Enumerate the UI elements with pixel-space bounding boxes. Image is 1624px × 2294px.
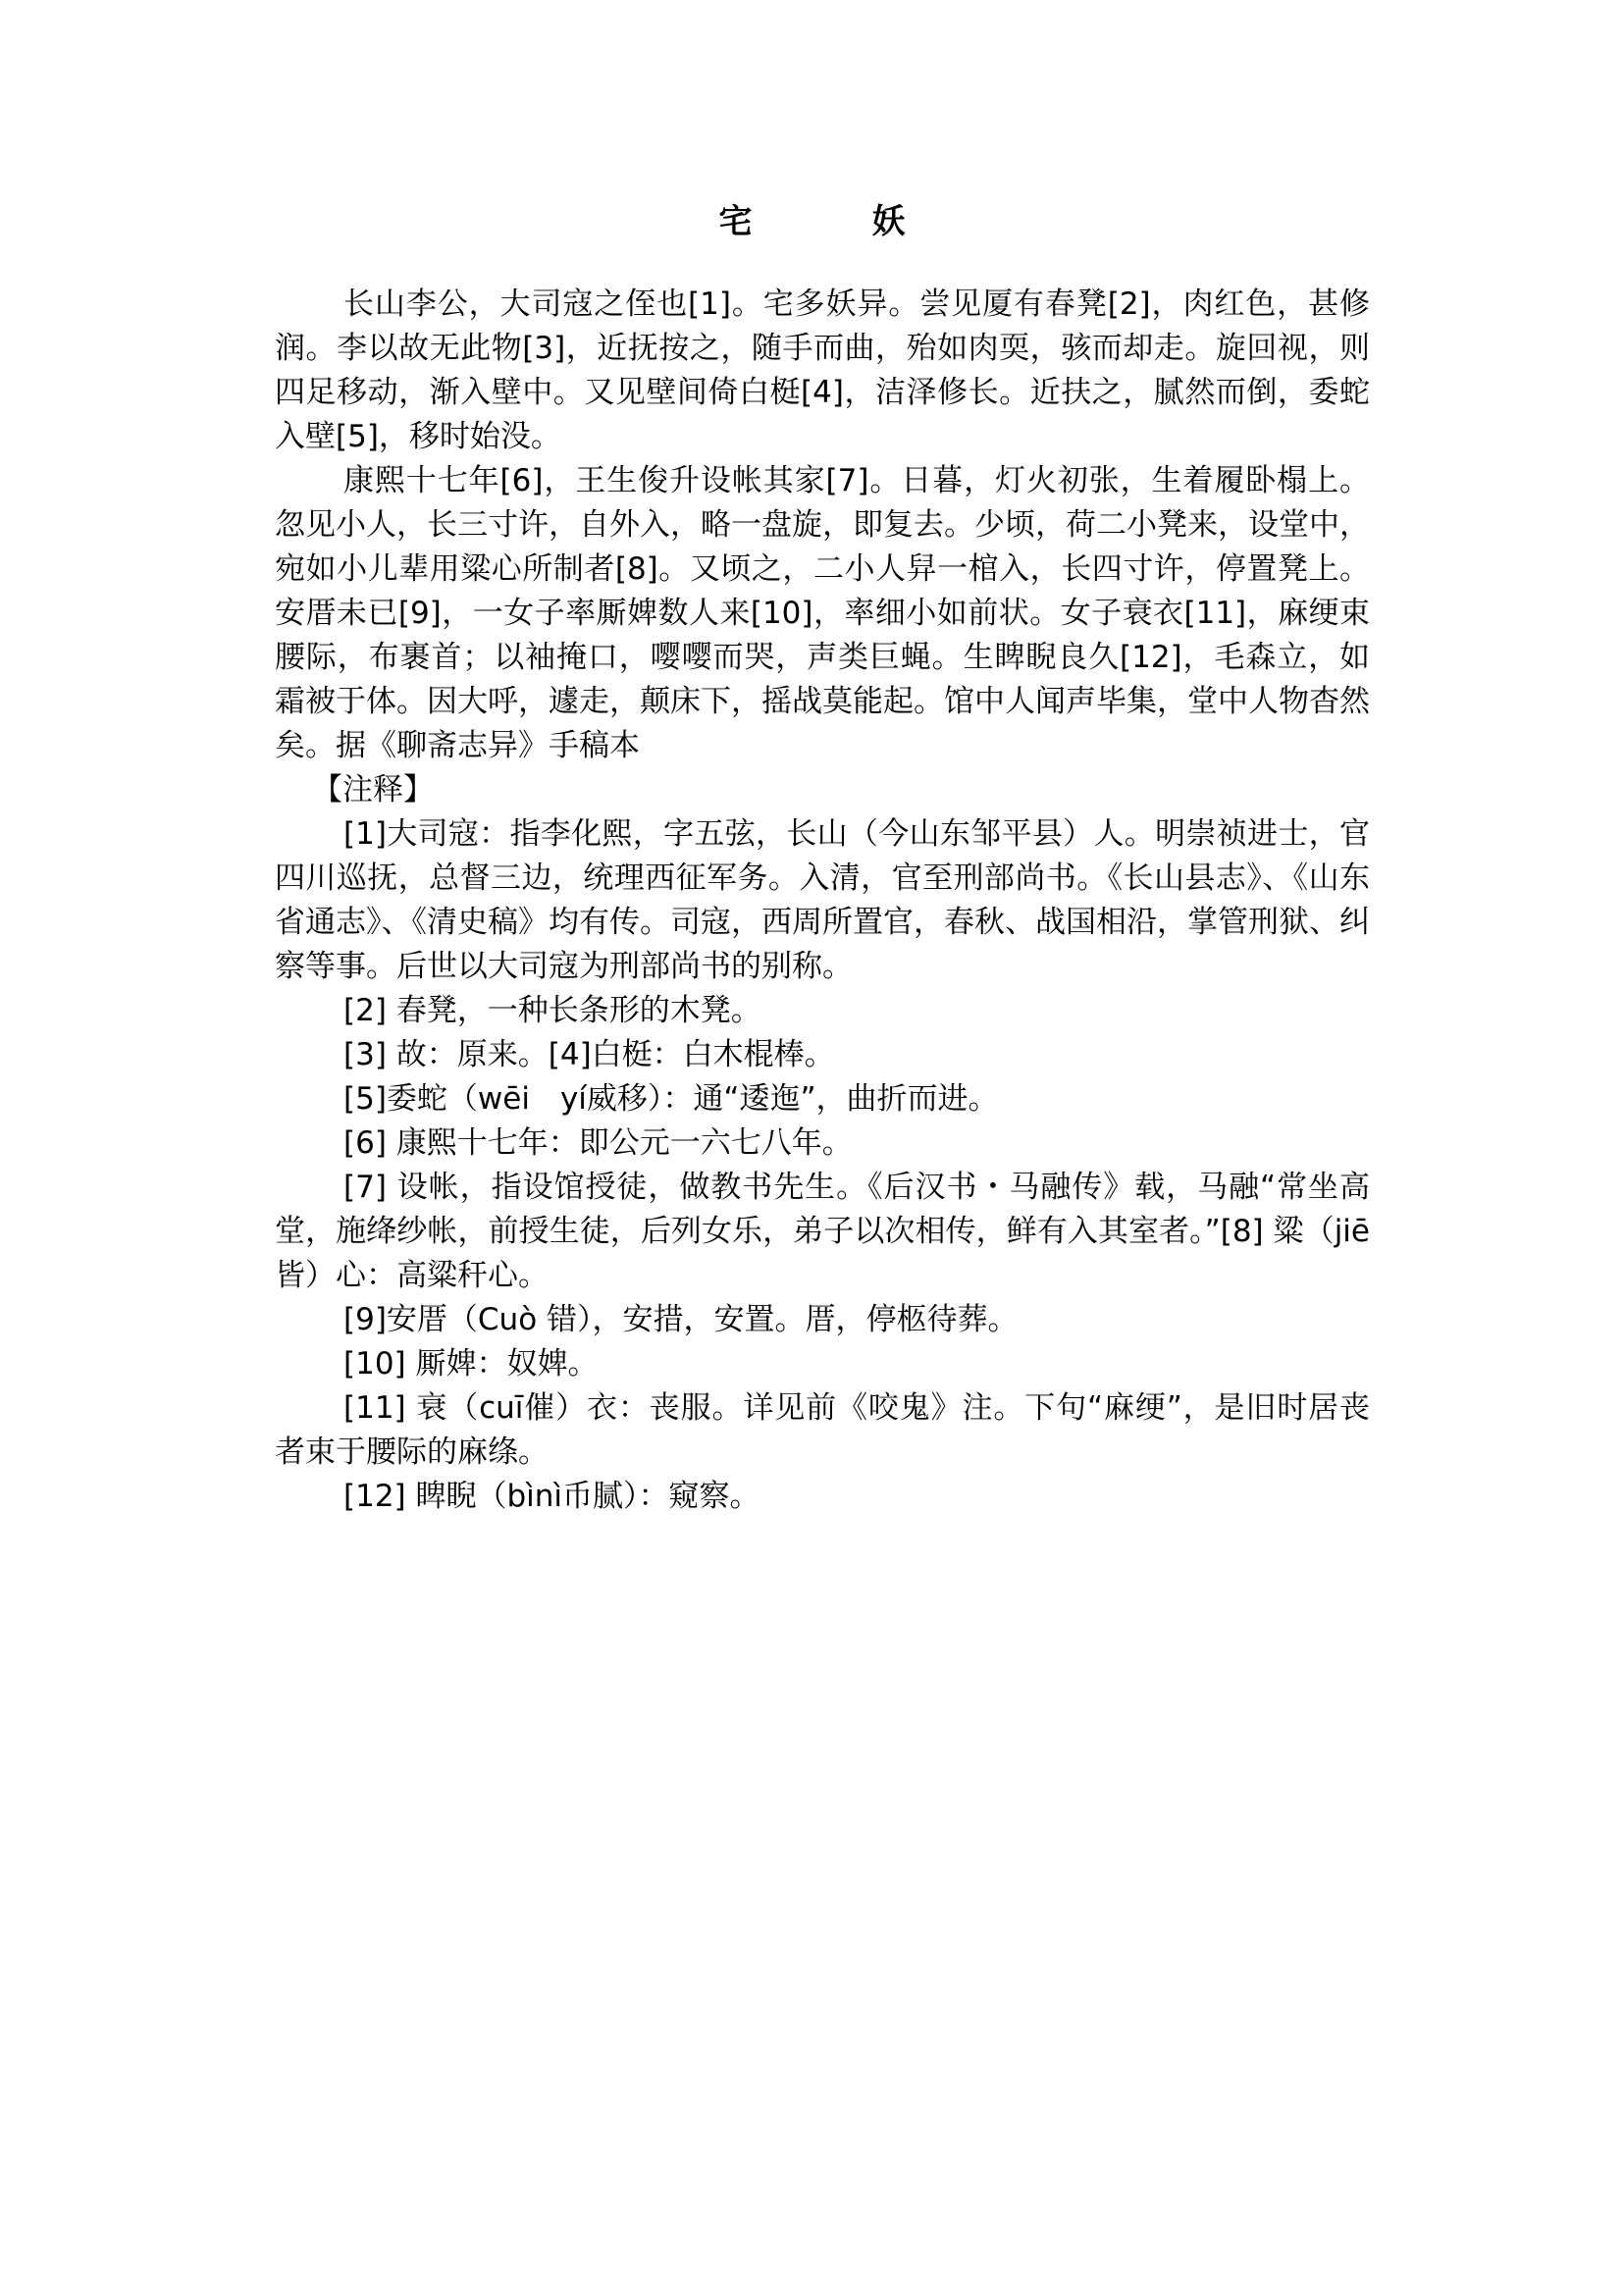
document-title: 宅 妖	[718, 202, 949, 241]
note-item-8: [10] 厮婢：奴婢。	[343, 1346, 599, 1382]
notes-heading: 【注释】	[312, 772, 434, 808]
note-item-7: [9]安厝（Cuò 错），安措，安置。厝，停柩待葬。	[343, 1302, 1019, 1337]
story-paragraph-2: 康熙十七年[6]，王生俊升设帐其家[7]。日暮，灯火初张，生着履卧榻上。忽见小人，长三寸许，自外入，略一盘旋，即复去。少顷，荷二小凳来，设堂中，宛如小儿辈用粱心所制者[8]。又顷之，二小人舁一棺入，长四寸许，停置凳上。安厝未已[9]，一女子率厮婢数人来[10]，率细小如前状。女子衰衣[11]，麻绠束腰际，布裹首；以袖掩口，嘤嘤而哭，声类巨蝇。生睥睨良久[12]，毛森立，如霜被于体。因大呼，遽走，颠床下，摇战莫能起。馆中人闻声毕集，堂中人物杳然矣。据《聊斋志异》手稿本	[275, 463, 1370, 763]
note-item-5: [6] 康熙十七年：即公元一六七八年。	[343, 1125, 853, 1161]
document-body	[275, 283, 1370, 1519]
note-item-4: [5]委蛇（wēi yí威移）：通“逶迤”，曲折而进。	[343, 1081, 999, 1117]
note-item-10: [12] 睥睨（bìnì币腻）：窥察。	[343, 1479, 760, 1514]
story-paragraph-1: 长山李公，大司寇之侄也[1]。宅多妖异。尝见厦有春凳[2]，肉红色，甚修润。李以故无此物[3]，近抚按之，随手而曲，殆如肉耎，骇而却走。旋回视，则四足移动，渐入壁中。又见壁间倚白梃[4]，洁泽修长。近扶之，腻然而倒，委蛇入壁[5]，移时始没。	[275, 287, 1370, 454]
note-item-3: [3] 故：原来。[4]白梃：白木棍棒。	[343, 1037, 835, 1072]
note-item-1: [1]大司寇：指李化熙，字五弦，长山（今山东邹平县）人。明崇祯进士，官四川巡抚，总督三边，统理西征军务。入清，官至刑部尚书。《长山县志》、《山东省通志》、《清史稿》均有传。司寇，西周所置官，春秋、战国相沿，掌管刑狱、纠察等事。后世以大司寇为刑部尚书的别称。	[275, 816, 1370, 984]
note-item-9: [11] 衰（cuī催）衣：丧服。详见前《咬鬼》注。下句“麻绠”，是旧时居丧者束于腰际的麻绦。	[275, 1390, 1370, 1470]
note-item-2: [2] 春凳，一种长条形的木凳。	[343, 993, 761, 1028]
note-item-6: [7] 设帐，指设馆授徒，做教书先生。《后汉书・马融传》载，马融“常坐高堂，施绛纱帐，前授生徒，后列女乐，弟子以次相传，鲜有入其室者。”[8] 粱（jiē皆）心：高粱秆心。	[275, 1170, 1370, 1293]
